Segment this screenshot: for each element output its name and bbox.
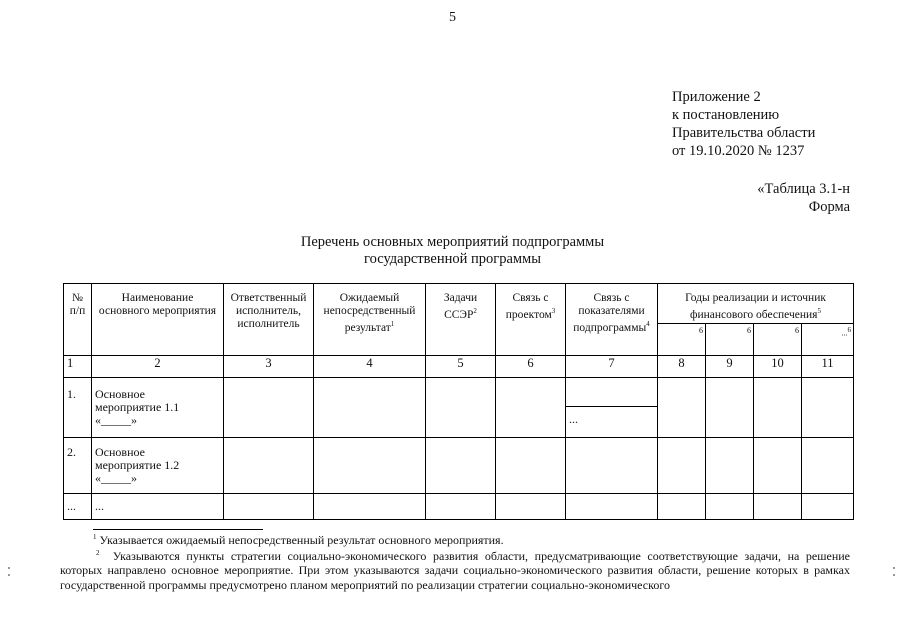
row-number: 2. [64, 437, 92, 493]
cell-result [314, 377, 426, 437]
appendix-block [672, 88, 815, 160]
title-line-1: Перечень основных мероприятий подпрограммы [300, 234, 605, 250]
scan-speck [893, 574, 895, 576]
column-numbers-row [64, 355, 854, 377]
col-number: 7 [566, 355, 658, 377]
appendix-line-4: от 19.10.2020 № 1237 [672, 143, 805, 159]
cell-result [314, 493, 426, 519]
header-name: Наименование основного мероприятия [92, 284, 224, 356]
table-form-label: Форма [808, 199, 850, 215]
cell-tasks [426, 377, 496, 437]
col-number: 2 [92, 355, 224, 377]
col-number: 5 [426, 355, 496, 377]
table-row [64, 377, 854, 437]
cell-year [754, 437, 802, 493]
cell-year [802, 377, 854, 437]
cell-tasks [426, 437, 496, 493]
scan-speck [893, 567, 895, 569]
cell-year [706, 377, 754, 437]
cell-indicators: ... [566, 377, 658, 437]
table-reference [757, 180, 850, 216]
header-tasks: Задачи ССЭР$^2$ [426, 284, 496, 356]
year-col-2: 6 [706, 323, 754, 355]
cell-project [496, 493, 566, 519]
header-num: № п/п [64, 284, 92, 356]
appendix-line-3: Правительства области [672, 125, 816, 141]
header-row [64, 284, 854, 324]
footnote-1: $^1$ Указывается ожидаемый непосредственный результат основного мероприятия. [93, 533, 504, 547]
col-number: 9 [706, 355, 754, 377]
cell-year [802, 437, 854, 493]
col-number: 1 [64, 355, 92, 377]
row-name: Основное мероприятие 1.1 «_____» [92, 377, 224, 437]
cell-year [658, 437, 706, 493]
header-indicators: Связь с показателями подпрограммы$^4$ [566, 284, 658, 356]
cell-executor [224, 493, 314, 519]
header-result: Ожидаемый непосредственный результат$^1$ [314, 284, 426, 356]
year-col-1: 6 [658, 323, 706, 355]
header-project: Связь с проектом$^3$ [496, 284, 566, 356]
cell-result [314, 437, 426, 493]
footnote-separator [93, 529, 263, 530]
cell-tasks [426, 493, 496, 519]
cell-indicators [566, 437, 658, 493]
header-executor: Ответственный исполнитель, исполнитель [224, 284, 314, 356]
scan-speck [8, 574, 10, 576]
appendix-line-2: к постановлению [672, 107, 780, 123]
cell-year [658, 493, 706, 519]
col-number: 4 [314, 355, 426, 377]
table-row [64, 493, 854, 519]
header-years: Годы реализации и источник финансового обеспечения$^5$ [658, 284, 854, 324]
col-number: 3 [224, 355, 314, 377]
col-number: 11 [802, 355, 854, 377]
row-name: ... [92, 493, 224, 519]
col-number: 8 [658, 355, 706, 377]
cell-year [706, 437, 754, 493]
year-col-4: ...$^6$ [802, 323, 854, 355]
year-col-3: 6 [754, 323, 802, 355]
activities-table [63, 283, 854, 520]
row-number: ... [64, 493, 92, 519]
scan-speck [8, 567, 10, 569]
cell-year [754, 493, 802, 519]
cell-year [754, 377, 802, 437]
cell-year [658, 377, 706, 437]
title-line-2: государственной программы [364, 251, 541, 267]
cell-indicators [566, 493, 658, 519]
table-name: «Таблица 3.1-н [757, 181, 850, 197]
footnote-2: $^2$ Указываются пункты стратегии социально-экономического развития области, предусматривающие соответствующие задачи, на решение которых направлено основное мероприятие. При этом указываются задачи социально-экономического развития области, решение которых в рамках государственной программы предусмотрено планом мероприятий по реализации стратегии социально-экономического [60, 549, 850, 592]
table-row [64, 437, 854, 493]
row-number: 1. [64, 377, 92, 437]
cell-project [496, 437, 566, 493]
cell-year [802, 493, 854, 519]
cell-executor [224, 377, 314, 437]
cell-project [496, 377, 566, 437]
cell-year [706, 493, 754, 519]
col-number: 6 [496, 355, 566, 377]
cell-executor [224, 437, 314, 493]
row-name: Основное мероприятие 1.2 «_____» [92, 437, 224, 493]
page-number: 5 [449, 10, 456, 25]
col-number: 10 [754, 355, 802, 377]
document-title [0, 234, 905, 268]
appendix-line-1: Приложение 2 [672, 89, 761, 105]
